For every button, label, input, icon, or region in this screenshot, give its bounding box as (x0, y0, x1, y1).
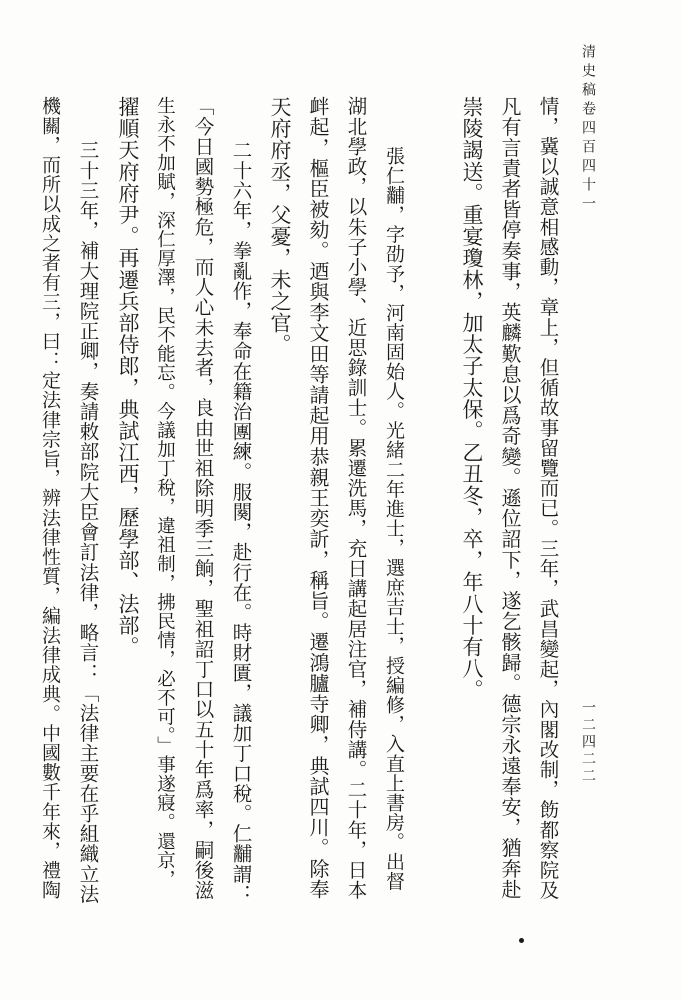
ink-dot (519, 938, 524, 943)
text-column: 湖北學政，以朱子小學、近思錄訓士。累遷洗馬，充日講起居注官，補侍講。二十年，日本 (344, 96, 368, 900)
text-column: 衅起，樞臣被劾。迺與李文田等請起用恭親王奕訢，稱旨。遷鴻臚寺卿，典試四川。除奉 (306, 96, 330, 900)
text-column: 張仁黼，字劭予，河南固始人。光緒二年進士，選庶吉士，授編修，入直上書房。出督 (383, 146, 405, 891)
text-column: 凡有言責者皆停奏事，英麟歎息以爲奇變。遜位詔下，遂乞骸歸。德宗永遠奉安，猶奔赴 (498, 96, 522, 900)
text-column: 生永不加賦，深仁厚澤，民不能忘。今議加丁稅，違祖制，拂民情，必不可。」事遂寢。還京， (154, 96, 176, 889)
book-title: 清史稿卷四百四十一 (580, 44, 596, 215)
text-column: 三十三年，補大理院正卿，奏請敕部院大臣會訂法律，略言：「法律主要在乎組織立法 (76, 140, 100, 904)
text-column: 「今日國勢極危，而人心未去者，良由世祖除明季三餉，聖祖詔丁口以五十年爲率，嗣後滋 (191, 96, 215, 900)
text-column: 機關，而所以成之者有三，曰：定法律宗旨，辨法律性質，編法律成典。中國數千年來，禮陶 (39, 96, 61, 900)
text-column: 擢順天府府尹。再遷兵部侍郎，典試江西，歷學部、法部。 (116, 96, 140, 658)
text-column: 二十六年，拳亂作，奉命在籍治團練。服闋，赴行在。時財匱，議加丁口稅。仁黼謂： (229, 140, 253, 904)
text-column: 情，冀以誠意相感動，章上，但循故事留覽而已。三年，武昌變起，內閣改制，飭都察院及 (536, 96, 560, 900)
text-column: 天府府丞，父憂，未之官。 (268, 96, 292, 356)
text-column: 崇陵謁送。重宴瓊林，加太子太保。乙丑冬，卒，年八十有八。 (460, 96, 484, 701)
page-number: 一二四二二 (580, 700, 596, 785)
